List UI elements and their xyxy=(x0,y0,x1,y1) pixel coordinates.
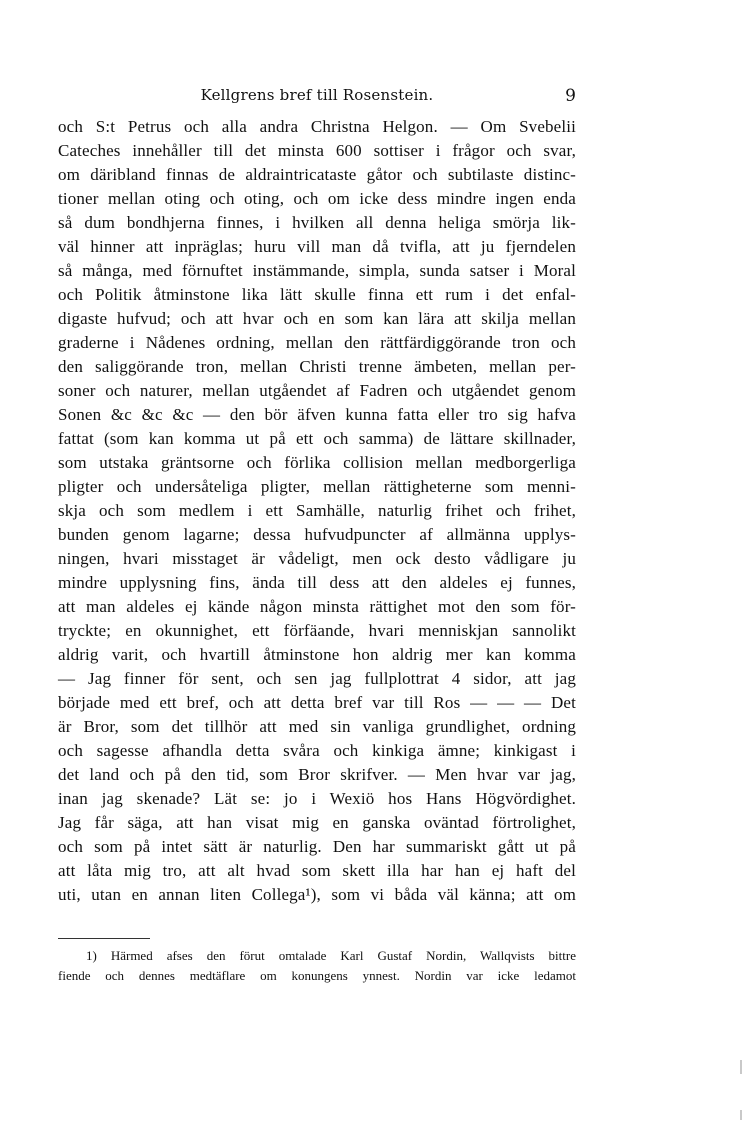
text-line: Jag får säga, att han visat mig en ganska oväntad förtrolighet, xyxy=(58,813,576,832)
text-line: tioner mellan oting och oting, och om icke dess mindre ingen enda xyxy=(58,189,576,208)
text-line: att låta mig tro, att alt hvad som skett illa har han ej haft del xyxy=(58,861,576,880)
footnote-separator xyxy=(58,938,150,939)
text-line: tryckte; en okunnighet, ett förfäande, hvari menniskjan sannolikt xyxy=(58,621,576,640)
text-line: soner och naturer, mellan utgåendet af Fadren och utgåendet genom xyxy=(58,381,576,400)
running-header xyxy=(58,86,576,110)
footnote-line: 1) Härmed afses den förut omtalade Karl Gustaf Nordin, Wallqvists bittre xyxy=(86,948,576,963)
text-line: — Jag finner för sent, och sen jag fullplottrat 4 sidor, att jag xyxy=(58,669,576,688)
text-line: och Politik åtminstone lika lätt skulle finna ett rum i det enfal- xyxy=(58,285,576,304)
text-line: om däribland finnas de aldraintricataste gåtor och subtilaste distinc- xyxy=(58,165,576,184)
text-line: graderne i Nådenes ordning, mellan den rättfärdiggörande tron och xyxy=(58,333,576,352)
text-line: och sagesse afhandla detta svåra och kinkiga ämne; kinkigast i xyxy=(58,741,576,760)
text-line: Sonen &c &c &c — den bör äfven kunna fatta eller tro sig hafva xyxy=(58,405,576,424)
text-line: inan jag skenade? Lät se: jo i Wexiö hos Hans Högvördighet. xyxy=(58,789,576,808)
text-line: mindre upplysning fins, ända till dess att den aldeles ej funnes, xyxy=(58,573,576,592)
text-line: aldrig varit, och hvartill åtminstone hon aldrig mer kan komma xyxy=(58,645,576,664)
footnotes xyxy=(58,946,576,986)
running-title: Kellgrens bref till Rosenstein. xyxy=(200,86,434,104)
text-line: Cateches innehåller till det minsta 600 sottiser i frågor och svar, xyxy=(58,141,576,160)
text-line: pligter och undersåteliga pligter, mellan rättigheterne som menni- xyxy=(58,477,576,496)
text-line: som utstaka gräntsorne och förlika collision mellan medborgerliga xyxy=(58,453,576,472)
text-line: är Bror, som det tillhör att med sin vanliga grundlighet, ordning xyxy=(58,717,576,736)
text-line: att man aldeles ej kände någon minsta rättighet mot den som för- xyxy=(58,597,576,616)
text-line: det land och på den tid, som Bror skrifver. — Men hvar var jag, xyxy=(58,765,576,784)
text-line: så många, med förnuftet instämmande, simpla, sunda satser i Moral xyxy=(58,261,576,280)
text-line: skja och som medlem i ett Samhälle, naturlig frihet och frihet, xyxy=(58,501,576,520)
footnote-line: fiende och dennes medtäflare om konungens ynnest. Nordin var icke ledamot xyxy=(58,968,576,983)
text-line: och S:t Petrus och alla andra Christna Helgon. — Om Svebelii xyxy=(58,117,576,136)
body-text xyxy=(58,115,576,907)
text-line: uti, utan en annan liten Collega¹), som vi båda väl känna; att om xyxy=(58,885,576,904)
text-line: väl hinner att inpräglas; huru vill man då tvifla, att ju fjerndelen xyxy=(58,237,576,256)
text-line: fattat (som kan komma ut på ett och samma) de lättare skillnader, xyxy=(58,429,576,448)
text-line: och som på intet sätt är naturlig. Den har summariskt gått ut på xyxy=(58,837,576,856)
text-line: den saliggörande tron, mellan Christi trenne ämbeten, mellan per- xyxy=(58,357,576,376)
text-line: började med ett bref, och att detta bref var till Ros — — — Det xyxy=(58,693,576,712)
text-line: så dum bondhjerna finnes, i hvilken all denna heliga smörja lik- xyxy=(58,213,576,232)
page-number: 9 xyxy=(565,86,576,106)
scan-edge-mark xyxy=(740,1110,742,1120)
text-line: ningen, hvari misstaget är vådeligt, men ock desto vådligare ju xyxy=(58,549,576,568)
text-line: digaste hufvud; och att hvar och en som kan lära att skilja mellan xyxy=(58,309,576,328)
scan-edge-mark xyxy=(740,1060,742,1074)
text-line: bunden genom lagarne; dessa hufvudpuncter af allmänna upplys- xyxy=(58,525,576,544)
